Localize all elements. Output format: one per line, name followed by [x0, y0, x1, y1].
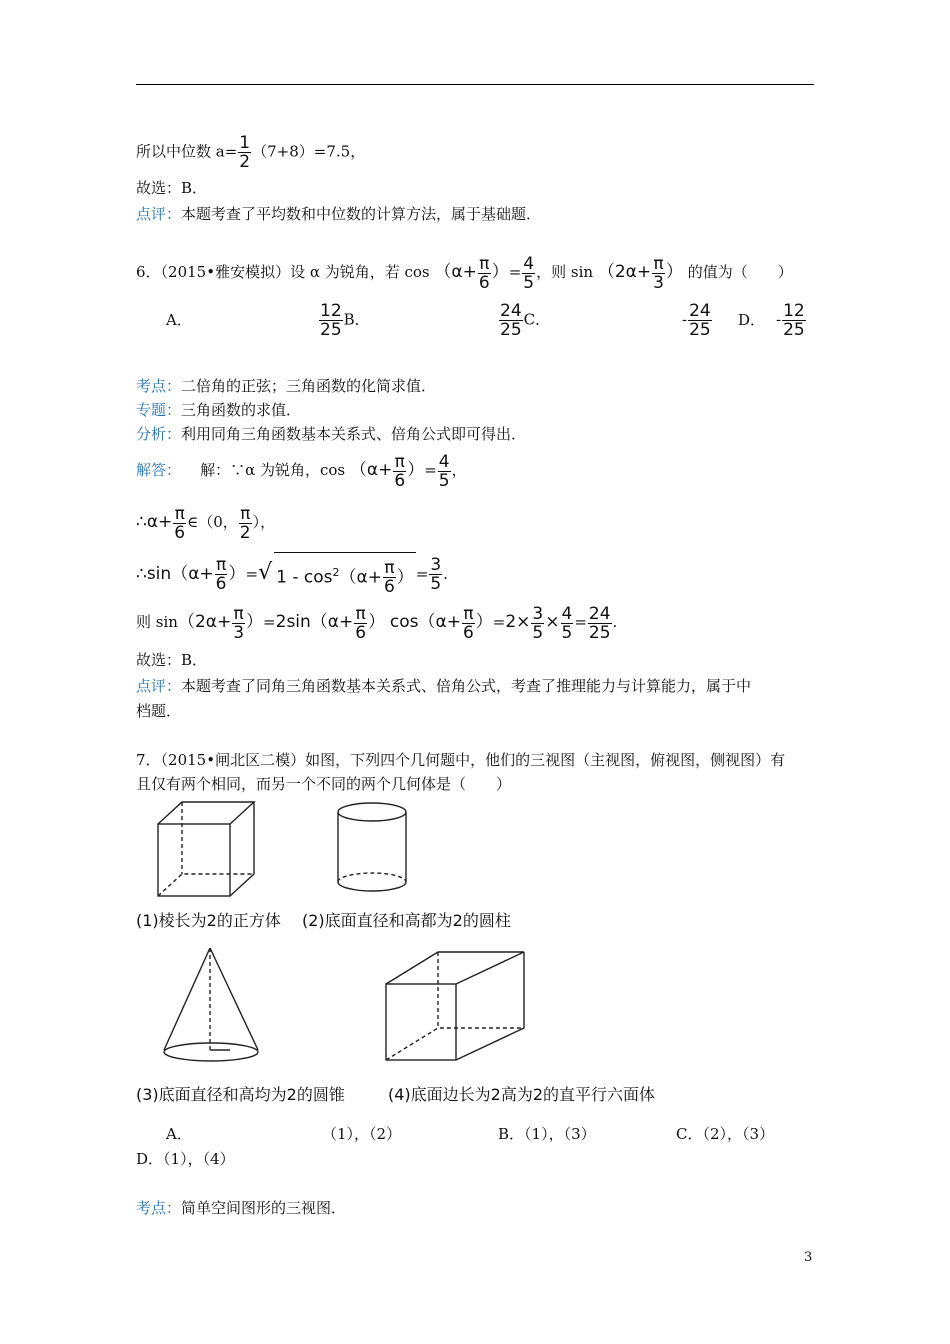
numerator: π [653, 253, 664, 274]
pi-over-6 [462, 605, 475, 642]
kaodian-text: 简单空间图形的三视图． [181, 1199, 347, 1217]
review-label: 点评： [136, 205, 182, 223]
cylinder-bottom-front [338, 882, 406, 891]
prism-figure [382, 948, 528, 1066]
cube-right-face [230, 802, 254, 896]
alpha: α [327, 612, 340, 632]
numerator: 3 [430, 555, 442, 576]
equals: = [245, 564, 259, 583]
numerator: 24 [500, 301, 522, 321]
minus: - [682, 310, 688, 329]
caption-3: (3)底面直径和高均为2的圆锥 [136, 1085, 345, 1104]
numerator: 4 [438, 451, 450, 472]
plus: + [339, 612, 354, 632]
q7-option-a-label: A． [166, 1125, 192, 1143]
denominator: 6 [174, 522, 186, 543]
paren: ） [475, 612, 493, 632]
equals: = [263, 613, 276, 631]
cos: cos [389, 612, 419, 632]
denominator: 25 [783, 320, 805, 340]
denominator: 5 [532, 622, 544, 643]
pi-over-6 [215, 556, 228, 593]
equals: = [574, 613, 587, 631]
times: × [545, 612, 560, 632]
cone-left-edge [164, 948, 210, 1050]
plus: + [636, 262, 652, 282]
denominator: 25 [500, 320, 522, 340]
alpha: α [435, 612, 447, 632]
paren: （ [349, 460, 367, 480]
cone-right-edge [210, 948, 258, 1050]
kaodian-6 [136, 376, 436, 396]
pi-over-6 [173, 505, 186, 542]
denominator: 6 [478, 272, 490, 293]
cylinder-top [338, 803, 406, 821]
option-d-value [776, 302, 807, 339]
option-a-label: A． [166, 311, 192, 329]
prism-front-face [386, 984, 456, 1060]
jieda-line-2 [136, 502, 275, 542]
option-b-label: B． [343, 310, 370, 329]
paren: （ [310, 612, 328, 632]
paren: （ [339, 567, 357, 588]
numerator: 24 [689, 301, 711, 321]
option-d-label: D． [738, 311, 766, 329]
paren: （ [171, 563, 189, 584]
minus: - [776, 310, 782, 329]
page-number: 3 [804, 1250, 813, 1265]
stem-text: ，则 sin [536, 263, 594, 281]
numerator: π [240, 503, 251, 524]
text: 1 - cos [276, 567, 333, 588]
denominator: 3 [653, 272, 664, 293]
three-fifths [429, 556, 442, 593]
equals: = [424, 461, 437, 479]
text: （7+8）=7.5， [252, 142, 366, 161]
paren: （ [597, 262, 615, 282]
median-line [136, 134, 365, 171]
plus: + [158, 512, 173, 532]
two-alpha: 2α [194, 612, 217, 632]
pi-over-2 [239, 505, 252, 542]
therefore: ∴ [136, 563, 147, 584]
four-fifths [438, 453, 451, 490]
numerator: π [174, 503, 185, 524]
question-6-stem [136, 252, 793, 292]
cube-figure [150, 800, 270, 900]
cone-figure [158, 944, 264, 1066]
alpha: α [146, 512, 159, 532]
numerator: π [479, 253, 490, 274]
question-7-stem-1: 7．（2015•闸北区二模）如图，下列四个几何题中，他们的三视图（主视图，俯视图，侧视图）有 [136, 751, 786, 769]
review-text: 本题考查了平均数和中位数的计算方法，属于基础题． [181, 205, 542, 223]
fenxi-6 [136, 424, 526, 444]
cone-base [164, 1043, 258, 1061]
jieda-line-3: ∴sin（α+ $\frac{\pi}{6}$ ）=√ $1 - \cos^2(\alpha+$ $\frac{\pi}{6}$ ） = $\frac{3}{5}$ . [136, 552, 448, 598]
denominator: 5 [438, 470, 450, 491]
denominator: 2 [239, 152, 251, 172]
zhuanti-label: 专题： [136, 401, 182, 419]
denominator: 3 [233, 622, 245, 643]
numerator: 12 [783, 301, 805, 321]
paren: ） [665, 262, 683, 282]
two-sin: 2sin [275, 612, 311, 632]
numerator: 24 [588, 603, 611, 624]
numerator: 4 [523, 253, 535, 274]
numerator: 4 [561, 603, 573, 624]
question-7-stem-2: 且仅有两个相同，而另一个不同的两个几何体是（ ） [136, 775, 512, 793]
numerator: π [463, 603, 474, 624]
sqrt-sign: √ [258, 559, 273, 585]
denominator: 6 [355, 622, 367, 643]
denominator: 2 [239, 522, 251, 543]
header-rule [136, 84, 814, 85]
four-fifths [522, 255, 535, 292]
stem-text: 6．（2015•雅安模拟）设 α 为锐角，若 cos [136, 263, 430, 281]
fraction-neg-24-25 [688, 302, 712, 339]
sin: sin [146, 563, 172, 584]
q7-option-d: D．（1），（4） [136, 1150, 235, 1168]
prism-hidden-bottom [386, 1028, 524, 1060]
numerator: π [233, 603, 244, 624]
numerator: π [215, 555, 227, 576]
jieda-text: 解：∵α 为锐角，cos [200, 461, 346, 479]
equals: = [508, 263, 522, 281]
equals: = [415, 564, 429, 583]
denominator: 6 [394, 470, 406, 491]
denominator: 6 [462, 622, 474, 643]
numerator: 12 [320, 301, 342, 321]
option-b-value [498, 302, 550, 339]
cube-top-face [158, 802, 254, 824]
zhuanti-text: 三角函数的求值． [181, 401, 302, 419]
prism-top-face [386, 952, 524, 984]
caption-4: (4)底面边长为2高为2的直平行六面体 [388, 1085, 656, 1104]
twenty-four-over-25 [588, 605, 612, 642]
option-c-label: C． [523, 310, 551, 329]
review-label: 点评： [136, 677, 182, 695]
fraction-12-25 [319, 302, 343, 339]
text: ）， [252, 513, 276, 531]
pi-over-6 [478, 255, 491, 292]
paren: ） [368, 612, 386, 632]
stem-text: 的值为（ ） [687, 263, 793, 281]
q7-option-a-value: （1），（2） [322, 1125, 402, 1143]
caption-1: (1)棱长为2的正方体 [136, 911, 281, 930]
option-c-value [682, 302, 713, 339]
plus: + [199, 563, 214, 584]
alpha: α [451, 262, 463, 282]
numerator: π [355, 603, 366, 624]
alpha: α [366, 460, 379, 480]
equals: = [492, 613, 506, 631]
fenxi-text: 利用同角三角函数基本关系式、倍角公式即可得出． [181, 425, 527, 443]
fraction-half [238, 134, 251, 171]
four-fifths [561, 605, 574, 642]
kaodian-text: 二倍角的正弦；三角函数的化简求值． [181, 377, 437, 395]
cylinder-figure [332, 800, 414, 896]
q7-option-c: C．（2），（3） [676, 1125, 775, 1143]
jieda-line-4: 则 sin（2α+ $\frac{\pi}{3}$ ）=2sin（α+ $\frac{\pi}{6}$ ） cos（α+ $\frac{\pi}{6}$ ）=2× $\frac{3}{5}$ × $\frac{4}{5}$ = $\frac{24}{25}$ . [136, 603, 618, 643]
plus: + [367, 567, 382, 588]
pi-over-3 [232, 605, 245, 642]
plus: + [446, 612, 461, 632]
jieda-line-1: 解答： 解：∵α 为锐角，cos （α+ $\frac{\pi}{6}$ ）= $\frac{4}{5}$ ， [136, 451, 467, 491]
numerator: π [394, 451, 405, 472]
pi-over-6 [383, 559, 396, 596]
option-a-value [318, 302, 370, 339]
paren: （ [434, 262, 452, 282]
q7-option-b: B．（1），（3） [498, 1125, 596, 1143]
review-6 [136, 676, 751, 696]
cylinder-bottom-back [338, 873, 406, 882]
exponent: 2 [332, 566, 340, 579]
denominator: 6 [215, 574, 227, 595]
caption-2: (2)底面直径和高都为2的圆柱 [302, 911, 511, 930]
paren: （ [418, 612, 436, 632]
kaodian-label: 考点： [136, 1199, 182, 1217]
jieda-label: 解答： [136, 461, 182, 479]
review-text: 本题考查了同角三角函数基本关系式、倍角公式，考查了推理能力与计算能力，属于中 [181, 677, 752, 695]
therefore: ∴ [136, 512, 147, 532]
kaodian-label: 考点： [136, 377, 182, 395]
three-fifths [531, 605, 544, 642]
two-alpha: 2α [614, 262, 637, 282]
paren: ） [246, 612, 264, 632]
denominator: 5 [523, 272, 535, 293]
paren: ） [396, 567, 414, 588]
review-5 [136, 204, 541, 224]
pi-over-6 [393, 453, 406, 490]
denominator: 25 [588, 622, 611, 643]
fenxi-label: 分析： [136, 425, 182, 443]
text: 则 sin [136, 613, 178, 631]
pi-over-3 [652, 255, 665, 292]
text: 所以中位数 a= [136, 142, 238, 161]
paren: （ [177, 612, 195, 632]
denominator: 5 [430, 574, 442, 595]
cube-hidden-edges-bottom [158, 874, 254, 896]
in-text: ∈（0， [187, 513, 238, 531]
numerator: 3 [532, 603, 544, 624]
fraction-24-25 [499, 302, 523, 339]
pi-over-6 [354, 605, 367, 642]
review-6-cont: 档题． [136, 702, 182, 720]
choose-b-5: 故选：B． [136, 179, 208, 197]
denominator: 5 [561, 622, 573, 643]
denominator: 25 [320, 320, 342, 340]
fraction-neg-12-25 [782, 302, 806, 339]
denominator: 6 [383, 577, 395, 598]
paren: ） [491, 262, 509, 282]
numerator: 1 [239, 133, 251, 153]
sqrt-body [274, 552, 416, 598]
choose-b-6: 故选：B． [136, 651, 208, 669]
denominator: 25 [689, 320, 711, 340]
plus: + [462, 262, 477, 282]
plus: + [378, 460, 393, 480]
zhuanti-6 [136, 400, 301, 420]
paren: ） [228, 563, 246, 584]
two-times: 2× [505, 612, 531, 632]
plus: + [216, 612, 232, 632]
paren: ） [407, 460, 425, 480]
alpha: α [188, 563, 200, 584]
kaodian-7 [136, 1198, 346, 1218]
numerator: π [384, 558, 395, 579]
alpha: α [356, 567, 368, 588]
